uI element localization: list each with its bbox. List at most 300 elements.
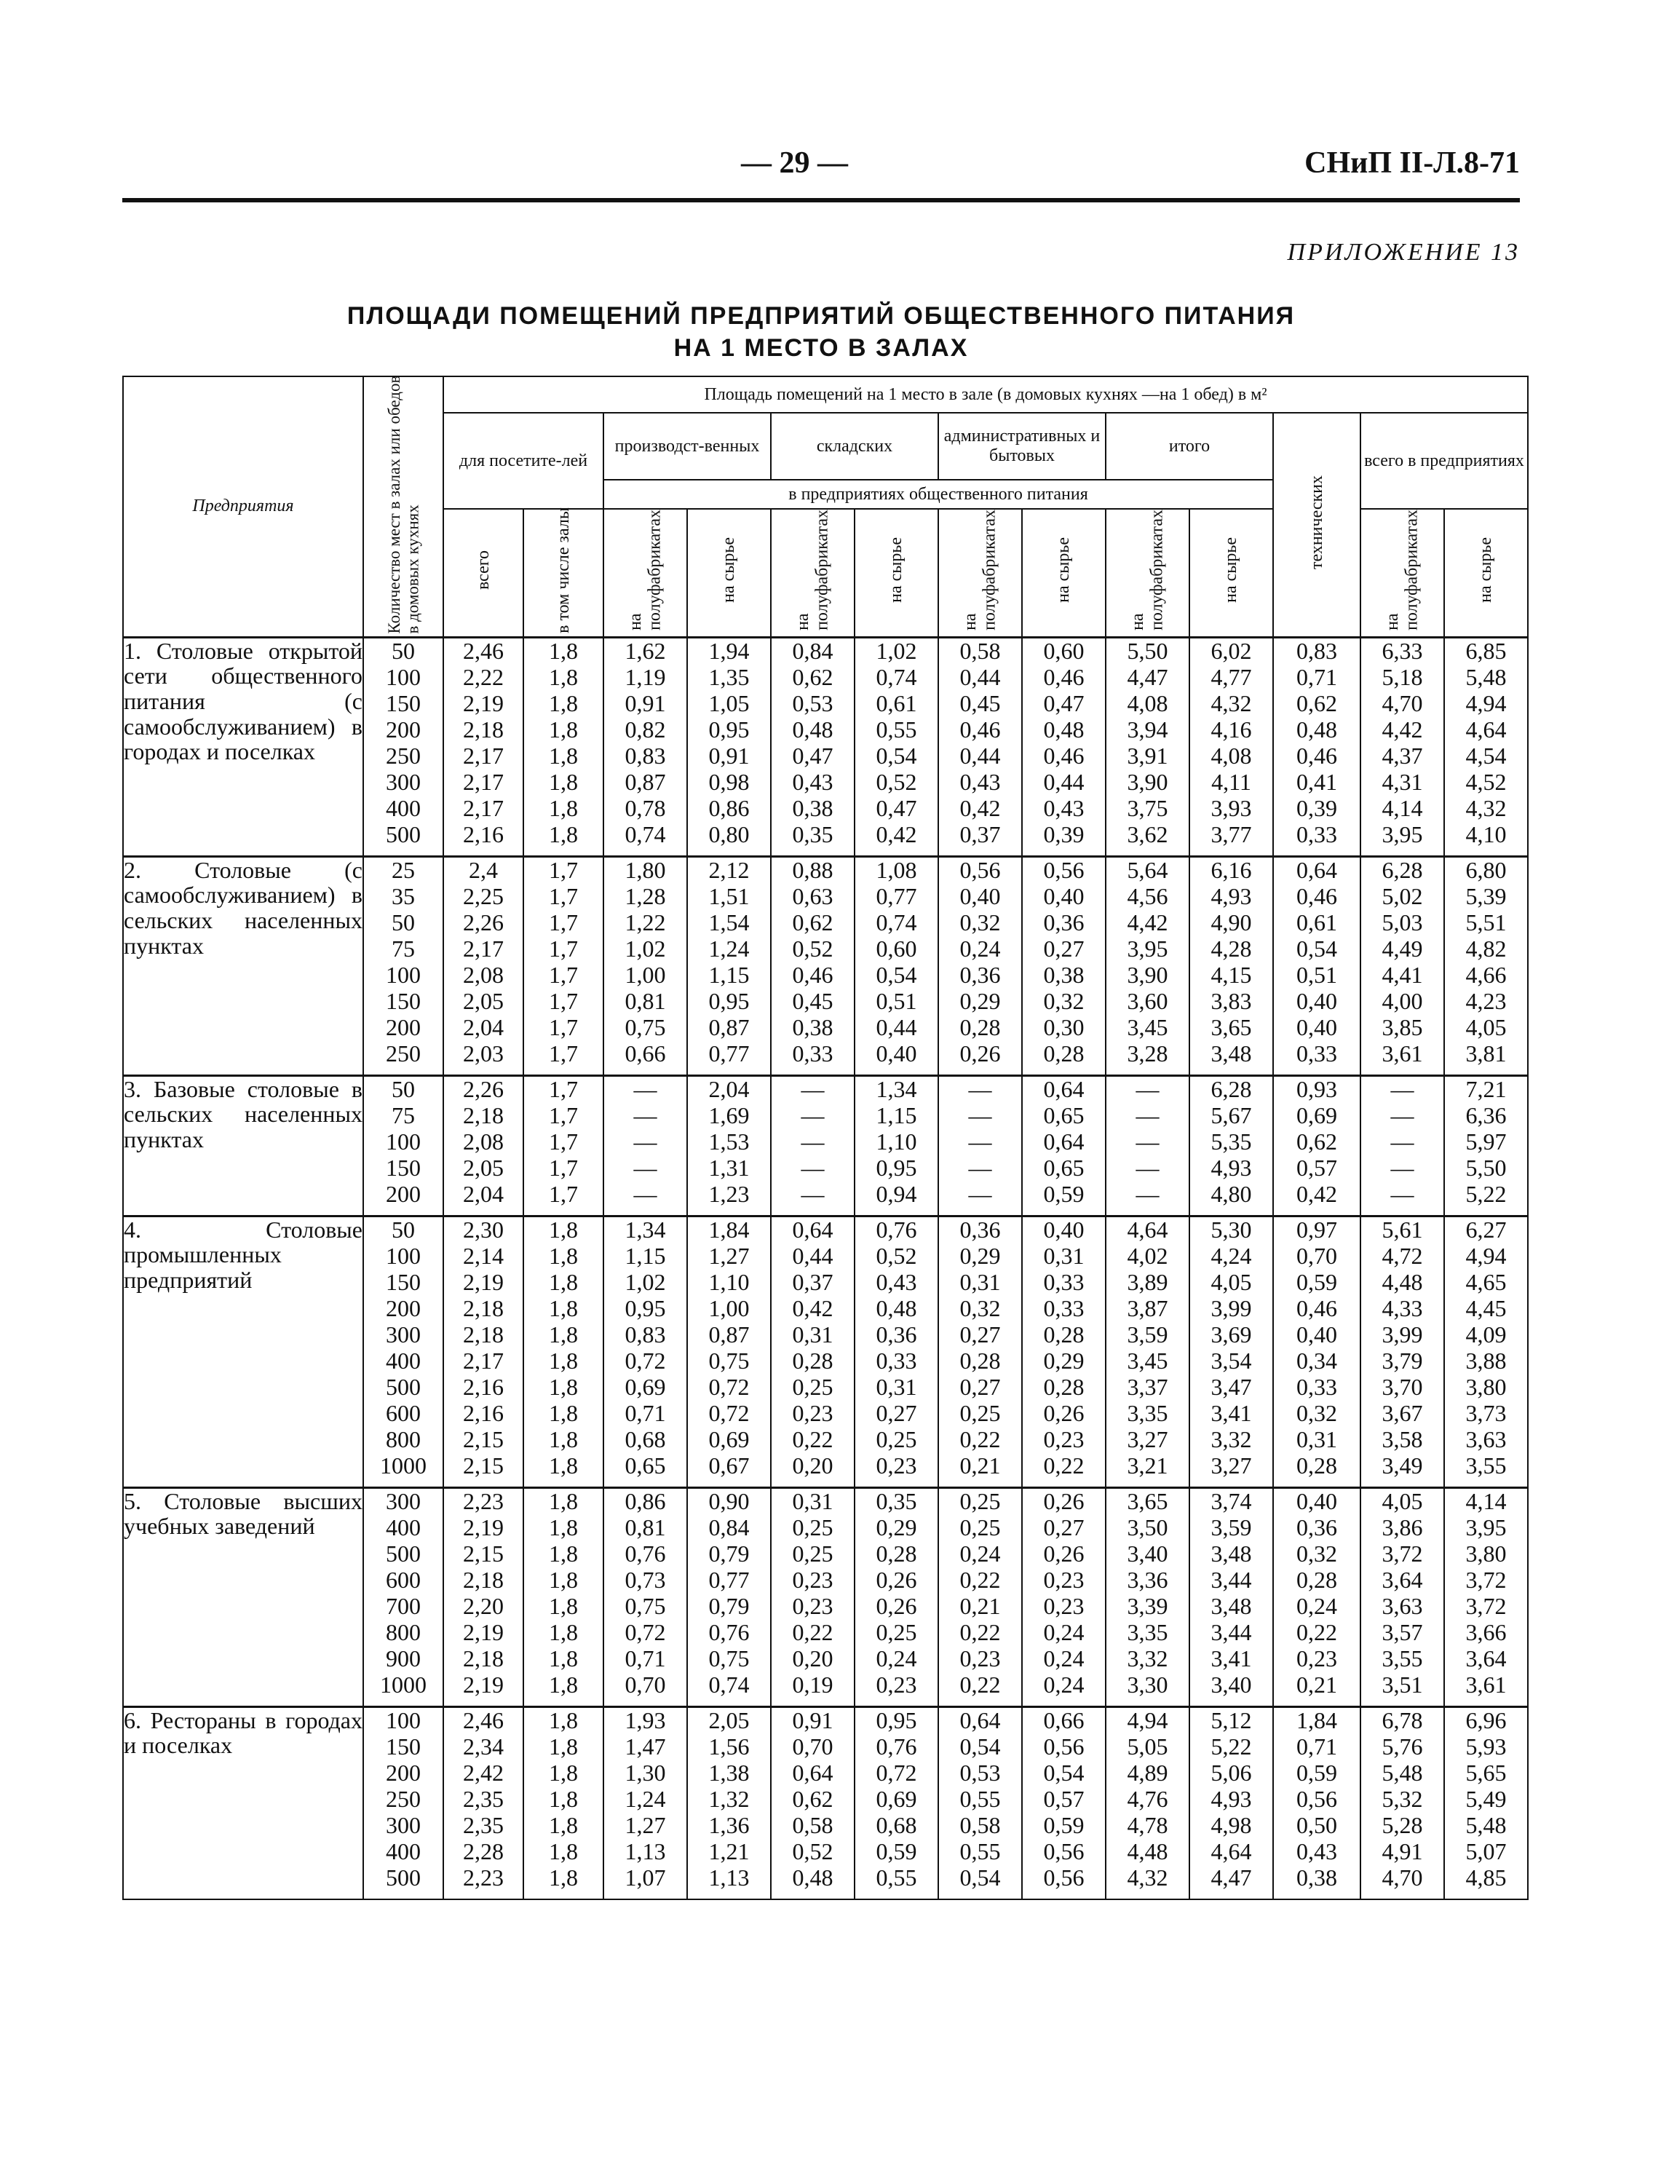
cell-value: 4,23: [1465, 987, 1507, 1014]
cell-value: 0,24: [876, 1645, 917, 1671]
cell-value: 0,64: [792, 1216, 833, 1243]
cell-all-raw: [1444, 1706, 1528, 1899]
cell-value: 2,18: [463, 716, 504, 743]
cell-value: 0,46: [1043, 742, 1085, 769]
cell-vis-halls: [523, 1216, 603, 1487]
cell-value: 0,24: [1043, 1645, 1085, 1671]
cell-value: 0,32: [1043, 987, 1085, 1014]
cell-value: 0,28: [959, 1347, 1001, 1374]
cell-tot-raw: [1189, 1706, 1273, 1899]
cell-value: 0,44: [792, 1242, 833, 1269]
cell-value: 3,27: [1211, 1452, 1252, 1479]
cell-value: 3,58: [1382, 1425, 1423, 1452]
cell-value: 0,60: [1043, 637, 1085, 664]
cell-value: 2,25: [463, 882, 504, 909]
cell-value: 3,81: [1465, 1040, 1507, 1067]
cell-value: 1,8: [549, 1242, 578, 1269]
cell-value: 0,26: [1043, 1540, 1085, 1567]
enterprise-name: 5. Столовые высших учебных заведений: [123, 1487, 363, 1706]
cell-value: 0,59: [876, 1837, 917, 1864]
cell-value: 4,02: [1127, 1242, 1168, 1269]
cell-value: 0,40: [1296, 1013, 1337, 1040]
cell-value: 3,35: [1127, 1618, 1168, 1645]
cell-value: 6,28: [1382, 856, 1423, 883]
cell-value: 1,00: [708, 1294, 750, 1321]
cell-value: 0,27: [959, 1373, 1001, 1400]
cell-all-raw: [1444, 1487, 1528, 1706]
cell-value: 0,95: [625, 1294, 666, 1321]
cell-value: 0,82: [625, 716, 666, 743]
cell-value: 7,21: [1465, 1075, 1507, 1102]
cell-value: 300: [386, 1321, 421, 1348]
cell-value: 0,94: [876, 1180, 917, 1207]
cell-value: 2,46: [463, 637, 504, 664]
cell-value: 2,05: [708, 1706, 750, 1733]
appendix-label: ПРИЛОЖЕНИЕ 13: [1287, 239, 1520, 266]
cell-value: 1,8: [549, 742, 578, 769]
cell-value: 1,02: [625, 935, 666, 962]
cell-value: 0,59: [1296, 1268, 1337, 1295]
cell-value: 0,76: [708, 1618, 750, 1645]
areas-table: [122, 376, 1529, 1900]
cell-value: 0,25: [792, 1514, 833, 1540]
cell-value: —: [1136, 1075, 1160, 1102]
cell-value: 2,17: [463, 935, 504, 962]
cell-value: 2,14: [463, 1242, 504, 1269]
cell-seats: [363, 856, 443, 1075]
cell-value: 4,42: [1127, 909, 1168, 935]
cell-value: 0,62: [1296, 1128, 1337, 1155]
table-body: [123, 637, 1528, 1899]
cell-value: 0,31: [792, 1487, 833, 1514]
cell-vis-halls: [523, 856, 603, 1075]
cell-stor-semi: [771, 1487, 855, 1706]
cell-adm-raw: [1022, 1216, 1106, 1487]
cell-value: 1,38: [708, 1759, 750, 1786]
cell-value: 1,7: [549, 1075, 578, 1102]
cell-value: 75: [392, 935, 415, 962]
cell-value: 0,37: [959, 820, 1001, 847]
cell-value: 3,63: [1382, 1592, 1423, 1619]
cell-value: 3,39: [1127, 1592, 1168, 1619]
cell-value: 1,34: [625, 1216, 666, 1243]
cell-value: 2,18: [463, 1566, 504, 1593]
cell-value: 0,26: [876, 1592, 917, 1619]
cell-value: 1,8: [549, 1216, 578, 1243]
cell-value: 4,91: [1382, 1837, 1423, 1864]
cell-value: 3,48: [1211, 1040, 1252, 1067]
cell-value: 2,15: [463, 1540, 504, 1567]
cell-value: 5,67: [1211, 1101, 1252, 1128]
cell-value: 1,8: [549, 1452, 578, 1479]
cell-stor-raw: [855, 1075, 938, 1216]
cell-value: 0,55: [959, 1837, 1001, 1864]
cell-value: 0,65: [1043, 1101, 1085, 1128]
cell-stor-raw: [855, 637, 938, 856]
cell-value: 1,8: [549, 637, 578, 664]
cell-value: 3,60: [1127, 987, 1168, 1014]
cell-value: 2,08: [463, 1128, 504, 1155]
cell-value: 0,76: [876, 1216, 917, 1243]
cell-value: 3,75: [1127, 794, 1168, 821]
cell-value: —: [801, 1154, 825, 1181]
cell-value: 0,87: [708, 1013, 750, 1040]
cell-value: 200: [386, 1180, 421, 1207]
header-technical: технических: [1273, 413, 1360, 637]
header-prod-semi: на полуфабрикатах: [603, 509, 687, 637]
cell-adm-raw: [1022, 1706, 1106, 1899]
cell-value: 0,22: [959, 1671, 1001, 1698]
cell-value: 0,95: [708, 987, 750, 1014]
cell-value: 1,8: [549, 1514, 578, 1540]
cell-value: 3,47: [1211, 1373, 1252, 1400]
cell-value: 0,22: [1296, 1618, 1337, 1645]
cell-value: —: [1136, 1128, 1160, 1155]
cell-value: 3,32: [1211, 1425, 1252, 1452]
cell-value: 6,96: [1465, 1706, 1507, 1733]
cell-value: 0,32: [1296, 1540, 1337, 1567]
cell-value: 0,22: [1043, 1452, 1085, 1479]
cell-value: 0,54: [1043, 1759, 1085, 1786]
cell-value: 4,66: [1465, 961, 1507, 988]
cell-value: 1,32: [708, 1785, 750, 1812]
cell-value: 3,57: [1382, 1618, 1423, 1645]
cell-value: 0,64: [1043, 1075, 1085, 1102]
cell-value: 1,8: [549, 1294, 578, 1321]
cell-value: 0,55: [876, 716, 917, 743]
cell-value: 0,23: [876, 1452, 917, 1479]
cell-value: 3,90: [1127, 768, 1168, 795]
cell-value: 200: [386, 1294, 421, 1321]
cell-value: 1,02: [876, 637, 917, 664]
cell-value: 0,53: [792, 689, 833, 716]
cell-value: 4,48: [1127, 1837, 1168, 1864]
cell-value: 2,16: [463, 820, 504, 847]
cell-value: 0,52: [876, 768, 917, 795]
cell-value: 0,40: [876, 1040, 917, 1067]
cell-value: 0,86: [708, 794, 750, 821]
cell-value: 3,32: [1127, 1645, 1168, 1671]
cell-value: 0,62: [792, 1785, 833, 1812]
cell-stor-semi: [771, 856, 855, 1075]
cell-value: 1,8: [549, 1373, 578, 1400]
cell-value: 1,8: [549, 1811, 578, 1838]
header-tot-semi: на полуфабрикатах: [1106, 509, 1189, 637]
cell-value: 4,89: [1127, 1759, 1168, 1786]
cell-value: 3,99: [1211, 1294, 1252, 1321]
cell-value: 0,52: [792, 1837, 833, 1864]
cell-value: 4,47: [1127, 663, 1168, 690]
cell-value: 1,8: [549, 820, 578, 847]
cell-value: 0,31: [1296, 1425, 1337, 1452]
cell-value: 0,44: [876, 1013, 917, 1040]
cell-value: 1,94: [708, 637, 750, 664]
cell-value: 3,72: [1382, 1540, 1423, 1567]
cell-value: 0,42: [876, 820, 917, 847]
cell-value: 4,24: [1211, 1242, 1252, 1269]
cell-value: 2,04: [463, 1180, 504, 1207]
cell-vis-all: [443, 637, 523, 856]
cell-value: 1,24: [625, 1785, 666, 1812]
cell-value: —: [801, 1075, 825, 1102]
header-vis-all: всего: [443, 509, 523, 637]
cell-value: 1,7: [549, 987, 578, 1014]
header-all-raw: на сырье: [1444, 509, 1528, 637]
cell-seats: [363, 1216, 443, 1487]
cell-value: 0,25: [876, 1618, 917, 1645]
cell-value: 3,51: [1382, 1671, 1423, 1698]
cell-value: 0,25: [959, 1399, 1001, 1426]
cell-tot-raw: [1189, 1216, 1273, 1487]
cell-value: 4,32: [1127, 1864, 1168, 1891]
cell-value: 0,74: [625, 820, 666, 847]
cell-value: 1,7: [549, 882, 578, 909]
cell-value: 4,48: [1382, 1268, 1423, 1295]
cell-value: 2,42: [463, 1759, 504, 1786]
cell-value: 6,16: [1211, 856, 1252, 883]
cell-value: 3,41: [1211, 1645, 1252, 1671]
cell-prod-raw: [687, 1216, 771, 1487]
cell-value: 1,8: [549, 716, 578, 743]
cell-value: 2,18: [463, 1321, 504, 1348]
cell-value: 0,83: [1296, 637, 1337, 664]
cell-value: 3,95: [1382, 820, 1423, 847]
cell-value: 600: [386, 1566, 421, 1593]
cell-value: 0,37: [792, 1268, 833, 1295]
cell-value: 0,54: [959, 1864, 1001, 1891]
header-adm-raw: на сырье: [1022, 509, 1106, 637]
cell-value: 4,47: [1211, 1864, 1252, 1891]
cell-value: 0,33: [792, 1040, 833, 1067]
cell-value: 3,70: [1382, 1373, 1423, 1400]
cell-value: 0,39: [1043, 820, 1085, 847]
cell-value: 0,29: [876, 1514, 917, 1540]
cell-value: 3,44: [1211, 1566, 1252, 1593]
cell-value: 5,50: [1127, 637, 1168, 664]
cell-adm-semi: [938, 1075, 1022, 1216]
enterprise-name: 3. Базовые столовые в сельских населенных пунктах: [123, 1075, 363, 1216]
cell-value: 3,41: [1211, 1399, 1252, 1426]
cell-value: 0,52: [792, 935, 833, 962]
cell-value: 0,76: [876, 1733, 917, 1760]
cell-value: 2,12: [708, 856, 750, 883]
cell-value: 0,77: [708, 1040, 750, 1067]
cell-value: 0,75: [708, 1347, 750, 1374]
table-row: [123, 1075, 1528, 1216]
cell-value: 3,63: [1465, 1425, 1507, 1452]
cell-value: —: [968, 1101, 992, 1128]
cell-value: 0,44: [959, 663, 1001, 690]
header-visitors: для посетите-лей: [443, 413, 603, 509]
cell-value: 0,46: [792, 961, 833, 988]
cell-value: 2,17: [463, 742, 504, 769]
cell-value: 3,95: [1465, 1514, 1507, 1540]
cell-value: —: [633, 1180, 657, 1207]
cell-value: 0,64: [959, 1706, 1001, 1733]
cell-value: 0,32: [959, 1294, 1001, 1321]
cell-value: 3,99: [1382, 1321, 1423, 1348]
cell-value: 1,8: [549, 1268, 578, 1295]
cell-value: 0,42: [959, 794, 1001, 821]
cell-value: 1,8: [549, 689, 578, 716]
cell-value: 0,21: [1296, 1671, 1337, 1698]
cell-all-semi: [1360, 856, 1444, 1075]
cell-value: 3,83: [1211, 987, 1252, 1014]
cell-value: 3,90: [1127, 961, 1168, 988]
cell-value: 1000: [380, 1452, 427, 1479]
cell-tech: [1273, 1706, 1360, 1899]
cell-value: 0,46: [1296, 742, 1337, 769]
cell-vis-halls: [523, 1706, 603, 1899]
cell-value: 3,50: [1127, 1514, 1168, 1540]
cell-value: 0,26: [1043, 1399, 1085, 1426]
cell-tech: [1273, 1487, 1360, 1706]
cell-value: 0,52: [876, 1242, 917, 1269]
document-page: [122, 146, 1524, 1900]
cell-value: 0,95: [876, 1154, 917, 1181]
cell-value: 0,28: [1296, 1452, 1337, 1479]
cell-value: 1,7: [549, 1154, 578, 1181]
cell-value: 4,33: [1382, 1294, 1423, 1321]
cell-value: 0,62: [1296, 689, 1337, 716]
cell-value: 0,66: [625, 1040, 666, 1067]
cell-value: 0,27: [1043, 1514, 1085, 1540]
cell-value: 0,73: [625, 1566, 666, 1593]
cell-adm-raw: [1022, 637, 1106, 856]
cell-value: 0,32: [959, 909, 1001, 935]
cell-value: 2,05: [463, 987, 504, 1014]
cell-value: 0,59: [1043, 1811, 1085, 1838]
cell-value: 0,33: [1043, 1294, 1085, 1321]
cell-value: 4,64: [1465, 716, 1507, 743]
cell-value: 0,28: [876, 1540, 917, 1567]
cell-value: 5,28: [1382, 1811, 1423, 1838]
cell-value: 0,43: [1296, 1837, 1337, 1864]
cell-adm-raw: [1022, 1487, 1106, 1706]
cell-value: 3,88: [1465, 1347, 1507, 1374]
cell-value: 1,27: [625, 1811, 666, 1838]
cell-value: 0,77: [876, 882, 917, 909]
cell-value: 1,34: [876, 1075, 917, 1102]
cell-value: 0,83: [625, 1321, 666, 1348]
cell-stor-raw: [855, 1487, 938, 1706]
cell-value: 3,40: [1127, 1540, 1168, 1567]
cell-prod-semi: [603, 856, 687, 1075]
cell-value: 0,83: [625, 742, 666, 769]
cell-value: 0,62: [792, 663, 833, 690]
cell-value: 5,02: [1382, 882, 1423, 909]
cell-value: 6,36: [1465, 1101, 1507, 1128]
cell-value: 1,8: [549, 1399, 578, 1426]
cell-value: 1,28: [625, 882, 666, 909]
cell-all-raw: [1444, 637, 1528, 856]
cell-value: 300: [386, 1487, 421, 1514]
cell-value: 3,85: [1382, 1013, 1423, 1040]
cell-value: 0,20: [792, 1645, 833, 1671]
cell-value: 0,40: [1043, 882, 1085, 909]
title-line-2: НА 1 МЕСТО В ЗАЛАХ: [673, 334, 969, 363]
cell-value: 1,05: [708, 689, 750, 716]
cell-value: 4,76: [1127, 1785, 1168, 1812]
cell-value: 0,71: [1296, 663, 1337, 690]
cell-value: 0,22: [792, 1425, 833, 1452]
cell-value: 1,8: [549, 1837, 578, 1864]
cell-value: 2,17: [463, 794, 504, 821]
cell-tech: [1273, 1216, 1360, 1487]
cell-value: 0,48: [1043, 716, 1085, 743]
cell-value: 5,48: [1382, 1759, 1423, 1786]
document-code: СНиП II-Л.8-71: [1304, 146, 1520, 180]
cell-value: 0,70: [1296, 1242, 1337, 1269]
cell-value: 0,21: [959, 1452, 1001, 1479]
cell-value: 600: [386, 1399, 421, 1426]
cell-value: 0,79: [708, 1592, 750, 1619]
cell-value: 4,56: [1127, 882, 1168, 909]
cell-value: 5,06: [1211, 1759, 1252, 1786]
cell-value: —: [1390, 1101, 1414, 1128]
cell-value: 4,31: [1382, 768, 1423, 795]
cell-value: 4,93: [1211, 882, 1252, 909]
cell-value: 250: [386, 1785, 421, 1812]
cell-value: 0,25: [792, 1373, 833, 1400]
cell-value: 0,22: [792, 1618, 833, 1645]
cell-value: 0,50: [1296, 1811, 1337, 1838]
cell-prod-raw: [687, 1706, 771, 1899]
cell-value: 2,18: [463, 1101, 504, 1128]
cell-value: 0,22: [959, 1566, 1001, 1593]
cell-value: 1,8: [549, 1321, 578, 1348]
cell-value: 0,43: [876, 1268, 917, 1295]
cell-value: 0,91: [708, 742, 750, 769]
cell-value: 2,15: [463, 1425, 504, 1452]
cell-value: 100: [386, 1242, 421, 1269]
cell-value: 1,8: [549, 768, 578, 795]
cell-value: 5,65: [1465, 1759, 1507, 1786]
cell-value: 150: [386, 689, 421, 716]
cell-value: 700: [386, 1592, 421, 1619]
cell-value: 200: [386, 1013, 421, 1040]
cell-value: 0,26: [1043, 1487, 1085, 1514]
cell-value: 0,80: [708, 820, 750, 847]
cell-stor-raw: [855, 1706, 938, 1899]
cell-value: 3,67: [1382, 1399, 1423, 1426]
cell-value: 2,04: [463, 1013, 504, 1040]
cell-adm-semi: [938, 1706, 1022, 1899]
cell-value: 2,08: [463, 961, 504, 988]
cell-value: 0,25: [792, 1540, 833, 1567]
cell-tot-raw: [1189, 1075, 1273, 1216]
cell-value: 0,47: [792, 742, 833, 769]
cell-value: 1,8: [549, 663, 578, 690]
cell-value: 5,18: [1382, 663, 1423, 690]
cell-value: 0,29: [1043, 1347, 1085, 1374]
cell-value: 6,27: [1465, 1216, 1507, 1243]
cell-value: 200: [386, 716, 421, 743]
cell-all-raw: [1444, 1216, 1528, 1487]
cell-value: 1,84: [1296, 1706, 1337, 1733]
cell-value: 4,64: [1127, 1216, 1168, 1243]
cell-value: 0,25: [959, 1514, 1001, 1540]
cell-value: 3,54: [1211, 1347, 1252, 1374]
cell-value: 2,19: [463, 689, 504, 716]
cell-value: 0,44: [959, 742, 1001, 769]
cell-value: —: [1136, 1154, 1160, 1181]
cell-value: 3,93: [1211, 794, 1252, 821]
cell-value: 0,63: [792, 882, 833, 909]
cell-value: 250: [386, 1040, 421, 1067]
cell-value: 0,42: [792, 1294, 833, 1321]
cell-value: 0,40: [1296, 1321, 1337, 1348]
